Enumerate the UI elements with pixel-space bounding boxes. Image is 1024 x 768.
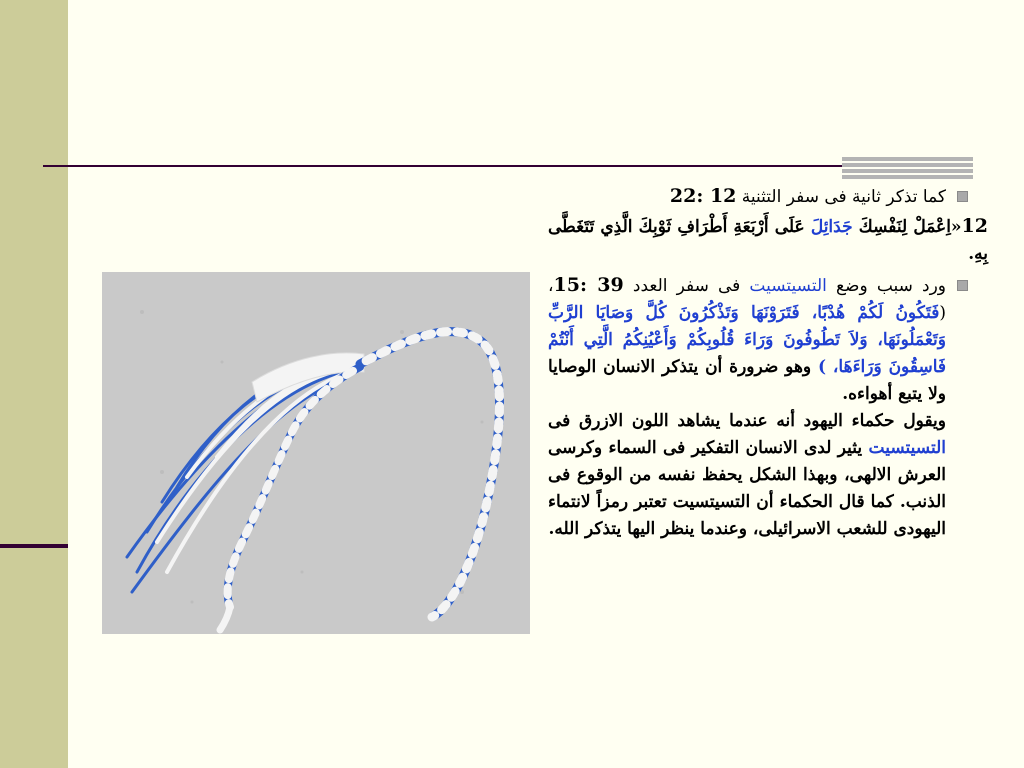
left-band-divider [0,544,68,548]
bullet-numbers [548,272,968,543]
numbers-lead: ورد سبب وضع [826,276,947,296]
tzitzit-photo [102,272,530,634]
verse-text-a: اِعْمَلْ لِنَفْسِكَ [852,217,951,237]
slide-text [548,183,988,545]
deuteronomy-ref: 22: 12 [669,185,737,207]
numbers-after: وهو ضرورة أن يتذكر الانسان الوصايا ولا يتبع أهواءه. [548,357,946,404]
tzitzit-illustration [102,272,530,634]
numbers-mid: فى سفر العدد [623,276,750,296]
title-divider-line [43,165,973,167]
numbers-open-paren: ،( [548,276,946,323]
sages-paragraph [548,408,946,543]
left-decorative-band [0,0,68,768]
verse-number: 12 [961,215,988,237]
sages-text-b: يثير لدى الانسان التفكير فى السماء وكرسى العرش الالهى، وبهذا الشكل يحفظ نفسه من الوقوع فى الذنب. كما قال الحكماء أن التسيتسيت تعتبر رمزاً لانتماء اليهودى للشعب الاسرائيلى، وعندما ينظر اليها يتذكر الله. [548,438,946,539]
verse-text-b: عَلَى أَرْبَعَةِ أَطْرَافِ ثَوْبِكَ الَّذِي تَتَغَطَّى بِهِ. [548,217,988,264]
divider-stripes [842,157,973,179]
numbers-ref: 15: 39 [553,274,624,296]
numbers-highlight-tzitzit: التسيتسيت [749,276,827,296]
square-bullet-icon [957,280,968,291]
bullet-deuteronomy [548,183,968,211]
deuteronomy-lead: كما تذكر ثانية فى سفر التثنية [736,187,946,207]
square-bullet-icon [957,191,968,202]
verse-open-quote: « [950,217,962,237]
sages-highlight-tzitzit: التسيتسيت [868,438,946,458]
sages-text-a: ويقول حكماء اليهود أنه عندما يشاهد اللون الازرق فى [548,411,946,431]
numbers-verse: فَتَكُونُ لَكُمْ هُدْبًا، فَتَرَوْنَهَا وَتَذْكُرُونَ كُلَّ وَصَايَا الرَّبِّ وَتَعْمَلُونَهَا، وَلاَ تَطُوفُونَ وَرَاءَ قُلُوبِكُمْ وَأَعْيُنِكُمُ الَّتِي أَنْتُمْ فَاسِقُونَ وَرَاءَهَا، ) [548,303,946,377]
verse-highlight-tassels: جَدَائِلَ [810,217,853,237]
verse-deuteronomy [548,213,988,268]
